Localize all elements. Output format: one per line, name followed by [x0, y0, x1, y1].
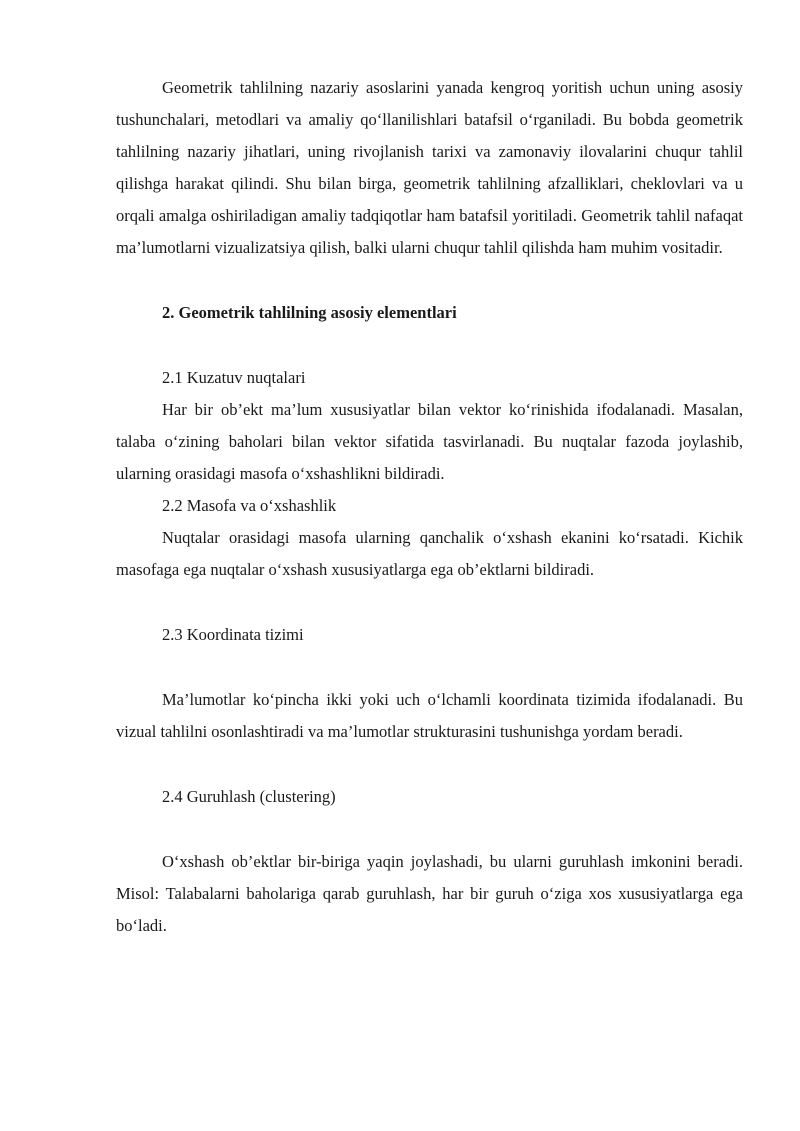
spacer: [116, 329, 743, 362]
intro-paragraph: Geometrik tahlilning nazariy asoslarini yanada kengroq yoritish uchun uning asosiy tushunchalari, metodlari va amaliy qo‘llanilishlari batafsil o‘rganiladi. Bu bobda geometrik tahlilning nazariy jihatlari, uning rivojlanish tarixi va zamonaviy ilovalarini chuqur tahlil qilishga harakat qilindi. Shu bilan birga, geometrik tahlilning afzalliklari, cheklovlari va u orqali amalga oshiriladigan amaliy tadqiqotlar ham batafsil yoritiladi. Geometrik tahlil nafaqat ma’lumotlarni vizualizatsiya qilish, balki ularni chuqur tahlil qilishda ham muhim vositadir.: [116, 78, 743, 257]
subsection-paragraph: Nuqtalar orasidagi masofa ularning qanchalik o‘xshash ekanini ko‘rsatadi. Kichik masofaga ega nuqtalar o‘xshash xususiyatlarga ega ob’ektlarni bildiradi.: [116, 528, 743, 579]
subsection-title: 2.1 Kuzatuv nuqtalari: [162, 368, 306, 387]
subsection-title: 2.3 Koordinata tizimi: [162, 625, 304, 644]
spacer: [116, 651, 743, 684]
spacer: [116, 748, 743, 781]
subsection-title: 2.4 Guruhlash (clustering): [162, 787, 336, 806]
spacer: [116, 586, 743, 619]
subsection-title: 2.2 Masofa va o‘xshashlik: [162, 496, 337, 515]
spacer: [116, 813, 743, 846]
subsection-paragraph: O‘xshash ob’ektlar bir-biriga yaqin joylashadi, bu ularni guruhlash imkonini beradi. Misol: Talabalarni baholariga qarab guruhlash, har bir guruh o‘ziga xos xususiyatlarga ega bo‘ladi.: [116, 852, 743, 935]
subsection-paragraph: Har bir ob’ekt ma’lum xususiyatlar bilan vektor ko‘rinishida ifodalanadi. Masalan, talaba o‘zining baholari bilan vektor sifatida tasvirlanadi. Bu nuqtalar fazoda joylashib, ularning orasidagi masofa o‘xshashlikni bildiradi.: [116, 400, 743, 483]
subsection-paragraph: Ma’lumotlar ko‘pincha ikki yoki uch o‘lchamli koordinata tizimida ifodalanadi. Bu vizual tahlilni osonlashtiradi va ma’lumotlar strukturasini tushunishga yordam beradi.: [116, 690, 743, 741]
spacer: [116, 264, 743, 297]
section-heading: 2. Geometrik tahlilning asosiy elementlari: [162, 303, 457, 322]
document-body: [116, 72, 743, 942]
